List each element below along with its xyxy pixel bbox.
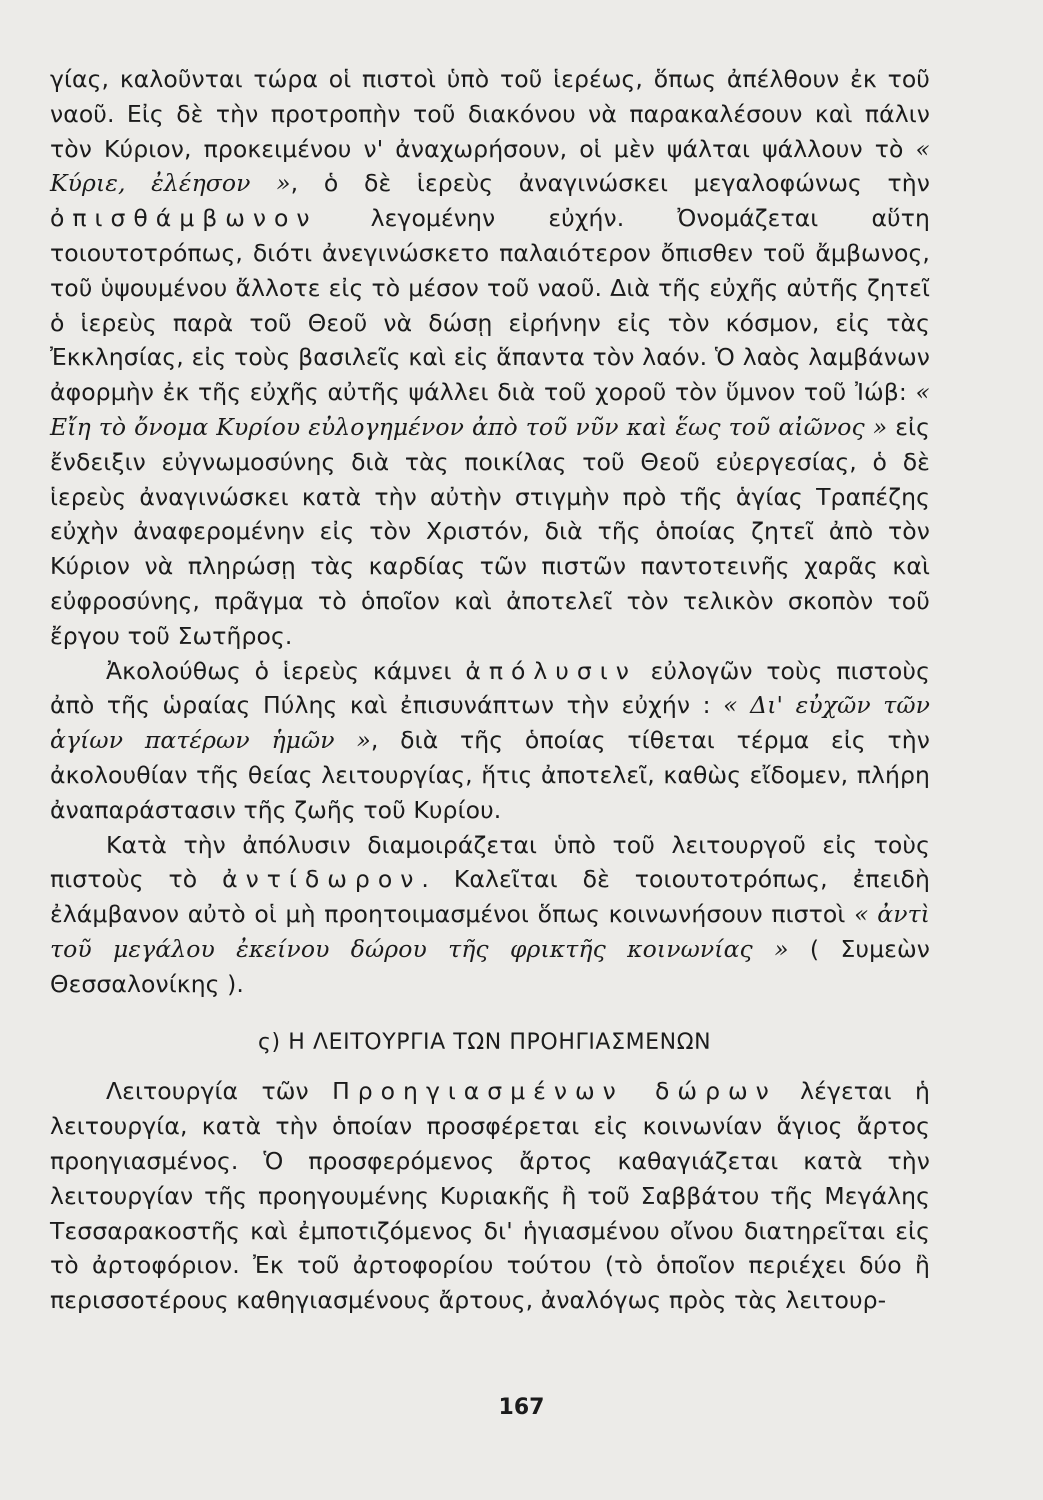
paragraph-1-run-0: γίας, καλοῦνται τώρα οἱ πιστοὶ ὑπὸ τοῦ ἱερέως, ὅπως ἀπέλθουν ἐκ τοῦ ναοῦ. Εἰς δὲ τὴν προτροπὴν τοῦ διακόνου νὰ παρακαλέσουν καὶ πάλιν τὸν Κύριον, προκειμένου ν' ἀναχωρήσουν, οἱ μὲν ψάλται ψάλλουν τὸ	[50, 65, 930, 163]
paragraph-1-run-5: « Εἴη τὸ ὄνομα Κυρίου εὐλογημένον ἀπὸ τοῦ νῦν καὶ ἕως τοῦ αἰῶνος »	[50, 378, 930, 441]
paragraph-1	[50, 62, 930, 654]
paragraph-3	[50, 828, 930, 1002]
paragraph-3-run-1: ἀντίδωρον	[222, 865, 422, 894]
paragraph-1-run-3: ὀπισθάμβωνον	[50, 204, 318, 233]
body-text	[50, 62, 930, 1318]
paragraph-3-run-0: Κατὰ τὴν ἀπόλυσιν διαμοιράζεται ὑπὸ τοῦ λειτουργοῦ εἰς τοὺς πιστοὺς τὸ	[50, 830, 930, 894]
paragraph-4	[50, 1074, 930, 1318]
paragraph-2-run-3: « Δι' εὐχῶν τῶν ἁγίων πατέρων ἡμῶν »	[50, 691, 931, 755]
paragraph-2-run-0: Ἀκολούθως ὁ ἱερεὺς κάμνει	[106, 656, 466, 685]
paragraph-2-run-4: , διὰ τῆς ὁποίας τίθεται τέρμα εἰς τὴν ἀκολουθίαν τῆς θείας λειτουργίας, ἥτις ἀποτελεῖ, καθὼς εἴδομεν, πλήρη ἀναπαράστασιν τῆς ζωῆς τοῦ Κυρίου.	[50, 726, 931, 824]
paragraph-2	[50, 654, 930, 828]
paragraph-3-run-4: ( Συμεὼν Θεσσαλονίκης ).	[50, 934, 930, 998]
paragraph-1-run-1: « Κύριε, ἐλέησον »	[50, 134, 930, 198]
paragraph-4-run-1: Προηγιασμένων δώρων	[332, 1077, 777, 1106]
paragraph-3-run-3: « ἀντὶ τοῦ μεγάλου ἐκείνου δώρου τῆς φρικτῆς κοινωνίας »	[50, 900, 930, 963]
page-number: 167	[498, 1395, 545, 1420]
paragraph-1-run-4: λεγομένην εὐχήν. Ὀνομάζεται αὕτη τοιουτοτρόπως, διότι ἀνεγινώσκετο παλαιότερον ὄπισθεν τοῦ ἄμβωνος, τοῦ ὑψουμένου ἄλλοτε εἰς τὸ μέσον τοῦ ναοῦ. Διὰ τῆς εὐχῆς αὐτῆς ζητεῖ ὁ ἱερεὺς παρὰ τοῦ Θεοῦ νὰ δώσῃ εἰρήνην εἰς τὸν κόσμον, εἰς τὰς Ἐκκλησίας, εἰς τοὺς βασιλεῖς καὶ εἰς ἅπαντα τὸν λαόν. Ὁ λαὸς λαμβάνων ἀφορμὴν ἐκ τῆς εὐχῆς αὐτῆς ψάλλει διὰ τοῦ χοροῦ τὸν ὕμνον τοῦ Ἰώβ:	[50, 204, 930, 407]
paragraph-1-run-2: , ὁ δὲ ἱερεὺς ἀναγινώσκει μεγαλοφώνως τὴν	[290, 169, 931, 198]
paragraph-1-run-6: εἰς ἔνδειξιν εὐγνωμοσύνης διὰ τὰς ποικίλας τοῦ Θεοῦ εὐεργεσίας, ὁ δὲ ἱερεὺς ἀναγινώσκει κατὰ τὴν αὐτὴν στιγμὴν πρὸ τῆς ἁγίας Τραπέζης εὐχὴν ἀναφερομένην εἰς τὸν Χριστόν, διὰ τῆς ὁποίας ζητεῖ ἀπὸ τὸν Κύριον νὰ πληρώσῃ τὰς καρδίας τῶν πιστῶν παντοτεινῆς χαρᾶς καὶ εὐφροσύνης, πρᾶγμα τὸ ὁποῖον καὶ ἀποτελεῖ τὸν τελικὸν σκοπὸν τοῦ ἔργου τοῦ Σωτῆρος.	[50, 412, 930, 650]
paragraph-4-run-0: Λειτουργία τῶν	[106, 1077, 333, 1106]
section-heading: ς) Η ΛΕΙΤΟΥΡΓΙΑ ΤΩΝ ΠΡΟΗΓΙΑΣΜΕΝΩΝ	[258, 1029, 712, 1055]
paragraph-2-run-2: εὐλογῶν τοὺς πιστοὺς ἀπὸ τῆς ὡραίας Πύλης καὶ ἐπισυνάπτων τὴν εὐχήν :	[50, 656, 930, 720]
paragraph-2-run-1: ἀπόλυσιν	[465, 656, 637, 685]
paragraph-3-run-2: . Καλεῖται δὲ τοιουτοτρόπως, ἐπειδὴ ἐλάμβανον αὐτὸ οἱ μὴ προητοιμασμένοι ὅπως κοινωνήσουν πιστοὶ	[50, 865, 930, 929]
paragraph-4-run-2: λέγεται ἡ λειτουργία, κατὰ τὴν ὁποίαν προσφέρεται εἰς κοινωνίαν ἅγιος ἄρτος προηγιασμένος. Ὁ προσφερόμενος ἄρτος καθαγιάζεται κατὰ τὴν λειτουργίαν τῆς προηγουμένης Κυριακῆς ἢ τοῦ Σαββάτου τῆς Μεγάλης Τεσσαρακοστῆς καὶ ἐμποτιζόμενος δι' ἡγιασμένου οἴνου διατηρεῖται εἰς τὸ ἀρτοφόριον. Ἐκ τοῦ ἀρτοφορίου τούτου (τὸ ὁποῖον περιέχει δύο ἢ περισσοτέρους καθηγιασμένους ἄρτους, ἀναλόγως πρὸς τὰς λειτουρ-	[50, 1077, 930, 1315]
